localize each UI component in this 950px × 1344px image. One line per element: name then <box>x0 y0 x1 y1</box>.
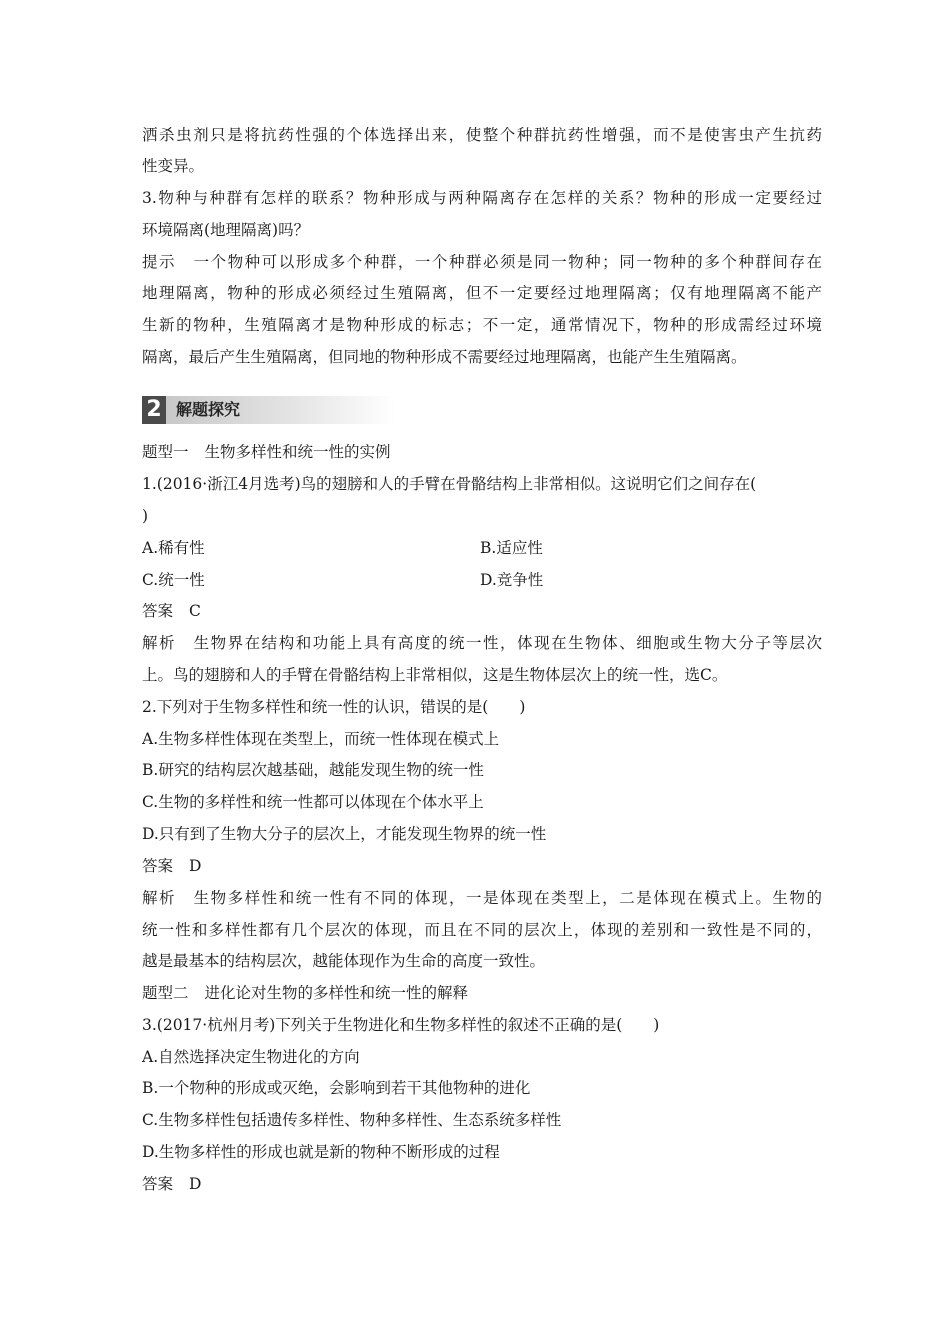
q3-stem: 3.(2017·杭州月考)下列关于生物进化和生物多样性的叙述不正确的是( ) <box>142 1016 660 1034</box>
type-1-heading <box>142 442 822 462</box>
q3-option-d: D.生物多样性的形成也就是新的物种不断形成的过程 <box>142 1143 500 1161</box>
type-2-label: 题型二 <box>142 984 189 1002</box>
discussion-q3-line-1: 3.物种与种群有怎样的联系？物种形成与两种隔离存在怎样的关系？物种的形成一定要经过 <box>142 189 822 207</box>
q3-answer <box>142 1174 822 1194</box>
q2-answer <box>142 856 822 876</box>
intro-line-1: 洒杀虫剂只是将抗药性强的个体选择出来，使整个种群抗药性增强，而不是使害虫产生抗药 <box>142 126 822 144</box>
q2-analysis-label: 解析 <box>142 889 177 907</box>
q1-analysis-label: 解析 <box>142 634 177 652</box>
q2-option-c: C.生物的多样性和统一性都可以体现在个体水平上 <box>142 793 484 811</box>
intro-line-2: 性变异。 <box>142 157 205 175</box>
q3-answer-value: D <box>189 1175 202 1193</box>
q2-analysis-line-2: 统一性和多样性都有几个层次的体现，而且在不同的层次上，体现的差别和一致性是不同的， <box>142 921 822 939</box>
discussion-q3-line-2: 环境隔离(地理隔离)吗？ <box>142 221 310 239</box>
q2-option-d: D.只有到了生物大分子的层次上，才能发现生物界的统一性 <box>142 825 547 843</box>
q2-answer-value: D <box>189 857 202 875</box>
q2-analysis-line-3: 越是最基本的结构层次，越能体现作为生命的高度一致性。 <box>142 952 546 970</box>
q3-option-b: B.一个物种的形成或灭绝，会影响到若干其他物种的进化 <box>142 1079 531 1097</box>
type-1-title: 生物多样性和统一性的实例 <box>204 443 391 461</box>
q2-stem: 2.下列对于生物多样性和统一性的认识，错误的是( ) <box>142 698 526 716</box>
q2-analysis-line-1 <box>142 888 822 908</box>
q1-option-b: B.适应性 <box>480 539 543 557</box>
section-heading <box>142 396 822 424</box>
hint-label: 提示 <box>142 253 177 271</box>
q2-option-a: A.生物多样性体现在类型上，而统一性体现在模式上 <box>142 730 500 748</box>
section-title: 解题探究 <box>176 400 241 419</box>
q2-analysis-text-1: 生物多样性和统一性有不同的体现，一是体现在类型上，二是体现在模式上。生物的 <box>192 889 822 907</box>
q1-analysis-line-2: 上。鸟的翅膀和人的手臂在骨骼结构上非常相似，这是生物体层次上的统一性，选C。 <box>142 666 728 684</box>
q1-option-d: D.竞争性 <box>480 571 544 589</box>
q3-option-a: A.自然选择决定生物进化的方向 <box>142 1048 360 1066</box>
section-title-bar <box>166 396 396 424</box>
q3-option-c: C.生物多样性包括遗传多样性、物种多样性、生态系统多样性 <box>142 1111 562 1129</box>
type-1-label: 题型一 <box>142 443 189 461</box>
hint-line-4: 隔离，最后产生生殖隔离，但同地的物种形成不需要经过地理隔离，也能产生生殖隔离。 <box>142 348 747 366</box>
q1-option-c: C.统一性 <box>142 571 205 589</box>
q2-option-b: B.研究的结构层次越基础，越能发现生物的统一性 <box>142 761 484 779</box>
q1-stem-line-1: 1.(2016·浙江4月选考)鸟的翅膀和人的手臂在骨骼结构上非常相似。这说明它们之间存在( <box>142 475 757 493</box>
q1-stem-line-2: ) <box>142 507 149 525</box>
q1-answer-label: 答案 <box>142 602 174 620</box>
type-2-heading <box>142 983 822 1003</box>
q1-analysis-line-1 <box>142 633 822 653</box>
q1-analysis-text-1: 生物界在结构和功能上具有高度的统一性，体现在生物体、细胞或生物大分子等层次 <box>192 634 822 652</box>
hint-line-3: 生新的物种，生殖隔离才是物种形成的标志；不一定，通常情况下，物种的形成需经过环境 <box>142 316 822 334</box>
q1-answer <box>142 601 822 621</box>
section-number-badge: 2 <box>142 396 166 424</box>
q1-option-a: A.稀有性 <box>142 539 205 557</box>
hint-line-1 <box>142 252 822 272</box>
hint-text-1: 一个物种可以形成多个种群，一个种群必须是同一物种；同一物种的多个种群间存在 <box>192 253 822 271</box>
q2-answer-label: 答案 <box>142 857 174 875</box>
hint-line-2: 地理隔离，物种的形成必须经过生殖隔离，但不一定要经过地理隔离；仅有地理隔离不能产 <box>142 284 822 302</box>
type-2-title: 进化论对生物的多样性和统一性的解释 <box>204 984 469 1002</box>
q3-answer-label: 答案 <box>142 1175 174 1193</box>
q1-answer-value: C <box>189 602 201 620</box>
